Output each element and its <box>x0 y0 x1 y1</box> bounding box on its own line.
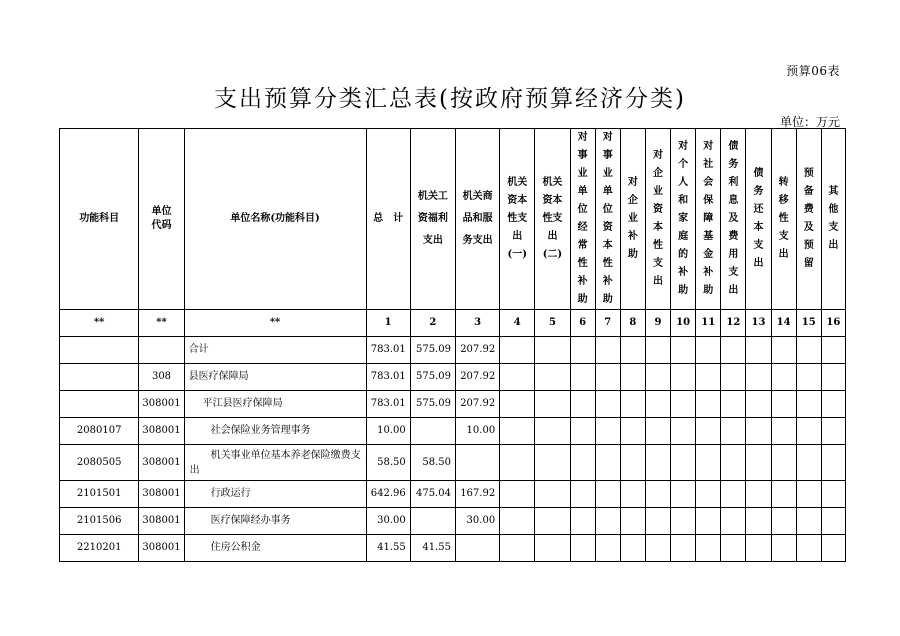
empty-cell <box>535 445 570 481</box>
goods-cell: 207.92 <box>455 364 499 391</box>
func-code-cell: 2080107 <box>60 418 139 445</box>
empty-cell <box>500 508 535 535</box>
index-cell: 3 <box>455 310 499 337</box>
empty-cell <box>671 418 696 445</box>
header-text: 转移性支出 <box>778 177 789 260</box>
empty-cell <box>696 391 721 418</box>
table-row <box>60 481 846 508</box>
goods-cell: 167.92 <box>455 481 499 508</box>
budget-table <box>59 128 846 562</box>
header-cap2 <box>535 129 570 310</box>
empty-cell <box>821 481 845 508</box>
empty-cell <box>535 337 570 364</box>
empty-cell <box>535 535 570 562</box>
empty-cell <box>595 391 620 418</box>
header-line: 性支 <box>542 213 563 224</box>
empty-cell <box>620 481 645 508</box>
unit-code-cell <box>139 337 184 364</box>
table-row <box>60 535 846 562</box>
empty-cell <box>746 391 771 418</box>
header-debt-interest <box>721 129 746 310</box>
unit-name-cell: 平江县医疗保障局 <box>184 391 366 418</box>
wages-cell: 475.04 <box>410 481 455 508</box>
empty-cell <box>645 337 670 364</box>
wages-cell: 58.50 <box>410 445 455 481</box>
empty-cell <box>771 418 796 445</box>
goods-cell: 10.00 <box>455 418 499 445</box>
empty-cell <box>620 364 645 391</box>
unit-code-cell: 308001 <box>139 481 184 508</box>
header-debt-principal <box>746 129 771 310</box>
empty-cell <box>746 445 771 481</box>
empty-cell <box>796 337 821 364</box>
empty-cell <box>620 337 645 364</box>
header-enterprise-capital <box>645 129 670 310</box>
func-code-cell: 2080505 <box>60 445 139 481</box>
empty-cell <box>671 508 696 535</box>
table-row <box>60 445 846 481</box>
empty-cell <box>746 364 771 391</box>
header-text: 对事业单位资本性补助 <box>602 132 613 305</box>
header-line: 出 <box>512 231 523 242</box>
header-func: 功能科目 <box>60 129 139 310</box>
table-row <box>60 364 846 391</box>
header-unit-name: 单位名称(功能科目) <box>184 129 366 310</box>
empty-cell <box>595 535 620 562</box>
index-cell: 13 <box>746 310 771 337</box>
unit-code-cell: 308001 <box>139 508 184 535</box>
empty-cell <box>696 337 721 364</box>
header-wages <box>410 129 455 310</box>
empty-cell <box>595 481 620 508</box>
unit-name-text: 机关事业单位基本养老保险缴费支出 <box>189 449 361 476</box>
empty-cell <box>696 418 721 445</box>
empty-cell <box>595 337 620 364</box>
header-text: 对个人和家庭的补助 <box>678 141 689 296</box>
empty-cell <box>645 508 670 535</box>
header-line: (二) <box>542 249 563 260</box>
index-cell: 7 <box>595 310 620 337</box>
empty-cell <box>570 481 595 508</box>
header-text: 对企业补助 <box>627 177 638 260</box>
table-row <box>60 508 846 535</box>
header-text: 预备费及预留 <box>803 168 814 269</box>
empty-cell <box>500 418 535 445</box>
empty-cell <box>721 337 746 364</box>
goods-cell <box>455 535 499 562</box>
unit-name-cell: 医疗保障经办事务 <box>184 508 366 535</box>
empty-cell <box>796 445 821 481</box>
empty-cell <box>721 508 746 535</box>
header-row <box>60 129 846 310</box>
wages-cell: 575.09 <box>410 364 455 391</box>
empty-cell <box>500 535 535 562</box>
empty-cell <box>645 535 670 562</box>
total-cell: 41.55 <box>366 535 410 562</box>
empty-cell <box>721 535 746 562</box>
empty-cell <box>535 364 570 391</box>
header-line: 资本 <box>542 195 563 206</box>
empty-cell <box>595 418 620 445</box>
empty-cell <box>721 418 746 445</box>
header-line: 机关 <box>507 177 528 188</box>
index-cell: 15 <box>796 310 821 337</box>
empty-cell <box>721 481 746 508</box>
empty-cell <box>645 445 670 481</box>
empty-cell <box>821 418 845 445</box>
empty-cell <box>796 508 821 535</box>
index-cell: ** <box>139 310 184 337</box>
empty-cell <box>671 337 696 364</box>
unit-name-cell: 行政运行 <box>184 481 366 508</box>
empty-cell <box>570 535 595 562</box>
empty-cell <box>535 508 570 535</box>
empty-cell <box>771 445 796 481</box>
header-inst-regular <box>570 129 595 310</box>
header-line: 机关 <box>542 177 563 188</box>
header-line: 性支 <box>507 213 528 224</box>
wages-cell: 575.09 <box>410 391 455 418</box>
empty-cell <box>796 481 821 508</box>
header-text: 债务还本支出 <box>753 168 764 269</box>
header-text: 其他支出 <box>828 186 839 251</box>
total-cell: 783.01 <box>366 391 410 418</box>
empty-cell <box>500 337 535 364</box>
empty-cell <box>595 508 620 535</box>
header-line: 资本 <box>507 195 528 206</box>
total-cell: 642.96 <box>366 481 410 508</box>
empty-cell <box>570 418 595 445</box>
unit-name-cell: 县医疗保障局 <box>184 364 366 391</box>
empty-cell <box>645 364 670 391</box>
total-cell: 783.01 <box>366 337 410 364</box>
empty-cell <box>620 418 645 445</box>
wages-cell <box>410 508 455 535</box>
index-cell: 6 <box>570 310 595 337</box>
empty-cell <box>696 445 721 481</box>
index-cell: ** <box>184 310 366 337</box>
empty-cell <box>645 481 670 508</box>
unit-code-cell: 308001 <box>139 535 184 562</box>
header-line: 支出 <box>422 235 443 246</box>
empty-cell <box>771 508 796 535</box>
index-cell: ** <box>60 310 139 337</box>
empty-cell <box>500 445 535 481</box>
empty-cell <box>620 508 645 535</box>
total-cell: 30.00 <box>366 508 410 535</box>
header-text: 对企业资本性支出 <box>652 150 663 287</box>
empty-cell <box>645 391 670 418</box>
wages-cell: 575.09 <box>410 337 455 364</box>
empty-cell <box>671 445 696 481</box>
empty-cell <box>771 481 796 508</box>
empty-cell <box>595 445 620 481</box>
wages-cell: 41.55 <box>410 535 455 562</box>
index-cell: 11 <box>696 310 721 337</box>
unit-label: 单位：万元 <box>779 115 840 129</box>
empty-cell <box>746 481 771 508</box>
empty-cell <box>535 418 570 445</box>
table-row <box>60 391 846 418</box>
empty-cell <box>535 391 570 418</box>
form-number: 预算06表 <box>786 64 840 78</box>
goods-cell: 30.00 <box>455 508 499 535</box>
empty-cell <box>821 445 845 481</box>
func-code-cell: 2101506 <box>60 508 139 535</box>
empty-cell <box>721 445 746 481</box>
header-line: 单位 <box>151 206 172 217</box>
goods-cell <box>455 445 499 481</box>
empty-cell <box>570 364 595 391</box>
header-line: 机关商 <box>462 191 493 202</box>
empty-cell <box>771 337 796 364</box>
header-text: 债务利息及费用支出 <box>728 141 739 296</box>
index-cell: 2 <box>410 310 455 337</box>
header-line: 机关工 <box>417 191 448 202</box>
empty-cell <box>821 391 845 418</box>
wages-cell <box>410 418 455 445</box>
empty-cell <box>796 418 821 445</box>
empty-cell <box>821 535 845 562</box>
func-code-cell: 2101501 <box>60 481 139 508</box>
empty-cell <box>500 391 535 418</box>
empty-cell <box>721 364 746 391</box>
unit-name-cell: 社会保险业务管理事务 <box>184 418 366 445</box>
empty-cell <box>796 391 821 418</box>
empty-cell <box>671 364 696 391</box>
index-cell: 9 <box>645 310 670 337</box>
total-cell: 58.50 <box>366 445 410 481</box>
header-line: 务支出 <box>462 235 493 246</box>
index-cell: 8 <box>620 310 645 337</box>
unit-code-cell: 308001 <box>139 418 184 445</box>
unit-name-cell <box>184 445 366 481</box>
empty-cell <box>746 337 771 364</box>
empty-cell <box>570 508 595 535</box>
empty-cell <box>671 391 696 418</box>
index-cell: 14 <box>771 310 796 337</box>
unit-code-cell: 308001 <box>139 391 184 418</box>
func-code-cell: 2210201 <box>60 535 139 562</box>
header-reserve <box>796 129 821 310</box>
empty-cell <box>821 364 845 391</box>
empty-cell <box>696 364 721 391</box>
empty-cell <box>821 508 845 535</box>
empty-cell <box>570 391 595 418</box>
index-cell: 16 <box>821 310 845 337</box>
empty-cell <box>535 481 570 508</box>
header-line: 品和服 <box>462 213 493 224</box>
empty-cell <box>696 535 721 562</box>
table-row <box>60 337 846 364</box>
index-cell: 5 <box>535 310 570 337</box>
unit-name-cell: 住房公积金 <box>184 535 366 562</box>
header-text: 对事业单位经常性补助 <box>577 132 588 305</box>
header-enterprise <box>620 129 645 310</box>
index-row <box>60 310 846 337</box>
empty-cell <box>620 391 645 418</box>
goods-cell: 207.92 <box>455 337 499 364</box>
empty-cell <box>796 535 821 562</box>
empty-cell <box>500 364 535 391</box>
header-unit-code <box>139 129 184 310</box>
total-cell: 783.01 <box>366 364 410 391</box>
empty-cell <box>570 337 595 364</box>
empty-cell <box>771 364 796 391</box>
index-cell: 12 <box>721 310 746 337</box>
empty-cell <box>620 535 645 562</box>
index-cell: 1 <box>366 310 410 337</box>
header-total: 总 计 <box>366 129 410 310</box>
header-line: 出 <box>547 231 558 242</box>
unit-name-cell: 合计 <box>184 337 366 364</box>
empty-cell <box>620 445 645 481</box>
header-cap1 <box>500 129 535 310</box>
func-code-cell <box>60 337 139 364</box>
empty-cell <box>771 391 796 418</box>
header-line: (一) <box>507 249 527 260</box>
header-household <box>671 129 696 310</box>
page-title: 支出预算分类汇总表(按政府预算经济分类) <box>214 86 686 112</box>
empty-cell <box>821 337 845 364</box>
empty-cell <box>746 418 771 445</box>
empty-cell <box>696 508 721 535</box>
table-row <box>60 418 846 445</box>
index-cell: 4 <box>500 310 535 337</box>
total-cell: 10.00 <box>366 418 410 445</box>
empty-cell <box>570 445 595 481</box>
empty-cell <box>721 391 746 418</box>
empty-cell <box>595 364 620 391</box>
empty-cell <box>671 481 696 508</box>
header-line: 资福利 <box>417 213 448 224</box>
empty-cell <box>671 535 696 562</box>
header-line: 代码 <box>151 220 172 231</box>
empty-cell <box>771 535 796 562</box>
index-cell: 10 <box>671 310 696 337</box>
empty-cell <box>746 508 771 535</box>
header-other <box>821 129 845 310</box>
empty-cell <box>696 481 721 508</box>
func-code-cell <box>60 364 139 391</box>
unit-code-cell: 308 <box>139 364 184 391</box>
func-code-cell <box>60 391 139 418</box>
empty-cell <box>645 418 670 445</box>
empty-cell <box>796 364 821 391</box>
header-transfer <box>771 129 796 310</box>
header-text: 对社会保障基金补助 <box>703 141 714 296</box>
goods-cell: 207.92 <box>455 391 499 418</box>
empty-cell <box>500 481 535 508</box>
header-goods <box>455 129 499 310</box>
header-inst-capital <box>595 129 620 310</box>
header-social-fund <box>696 129 721 310</box>
unit-code-cell: 308001 <box>139 445 184 481</box>
empty-cell <box>746 535 771 562</box>
